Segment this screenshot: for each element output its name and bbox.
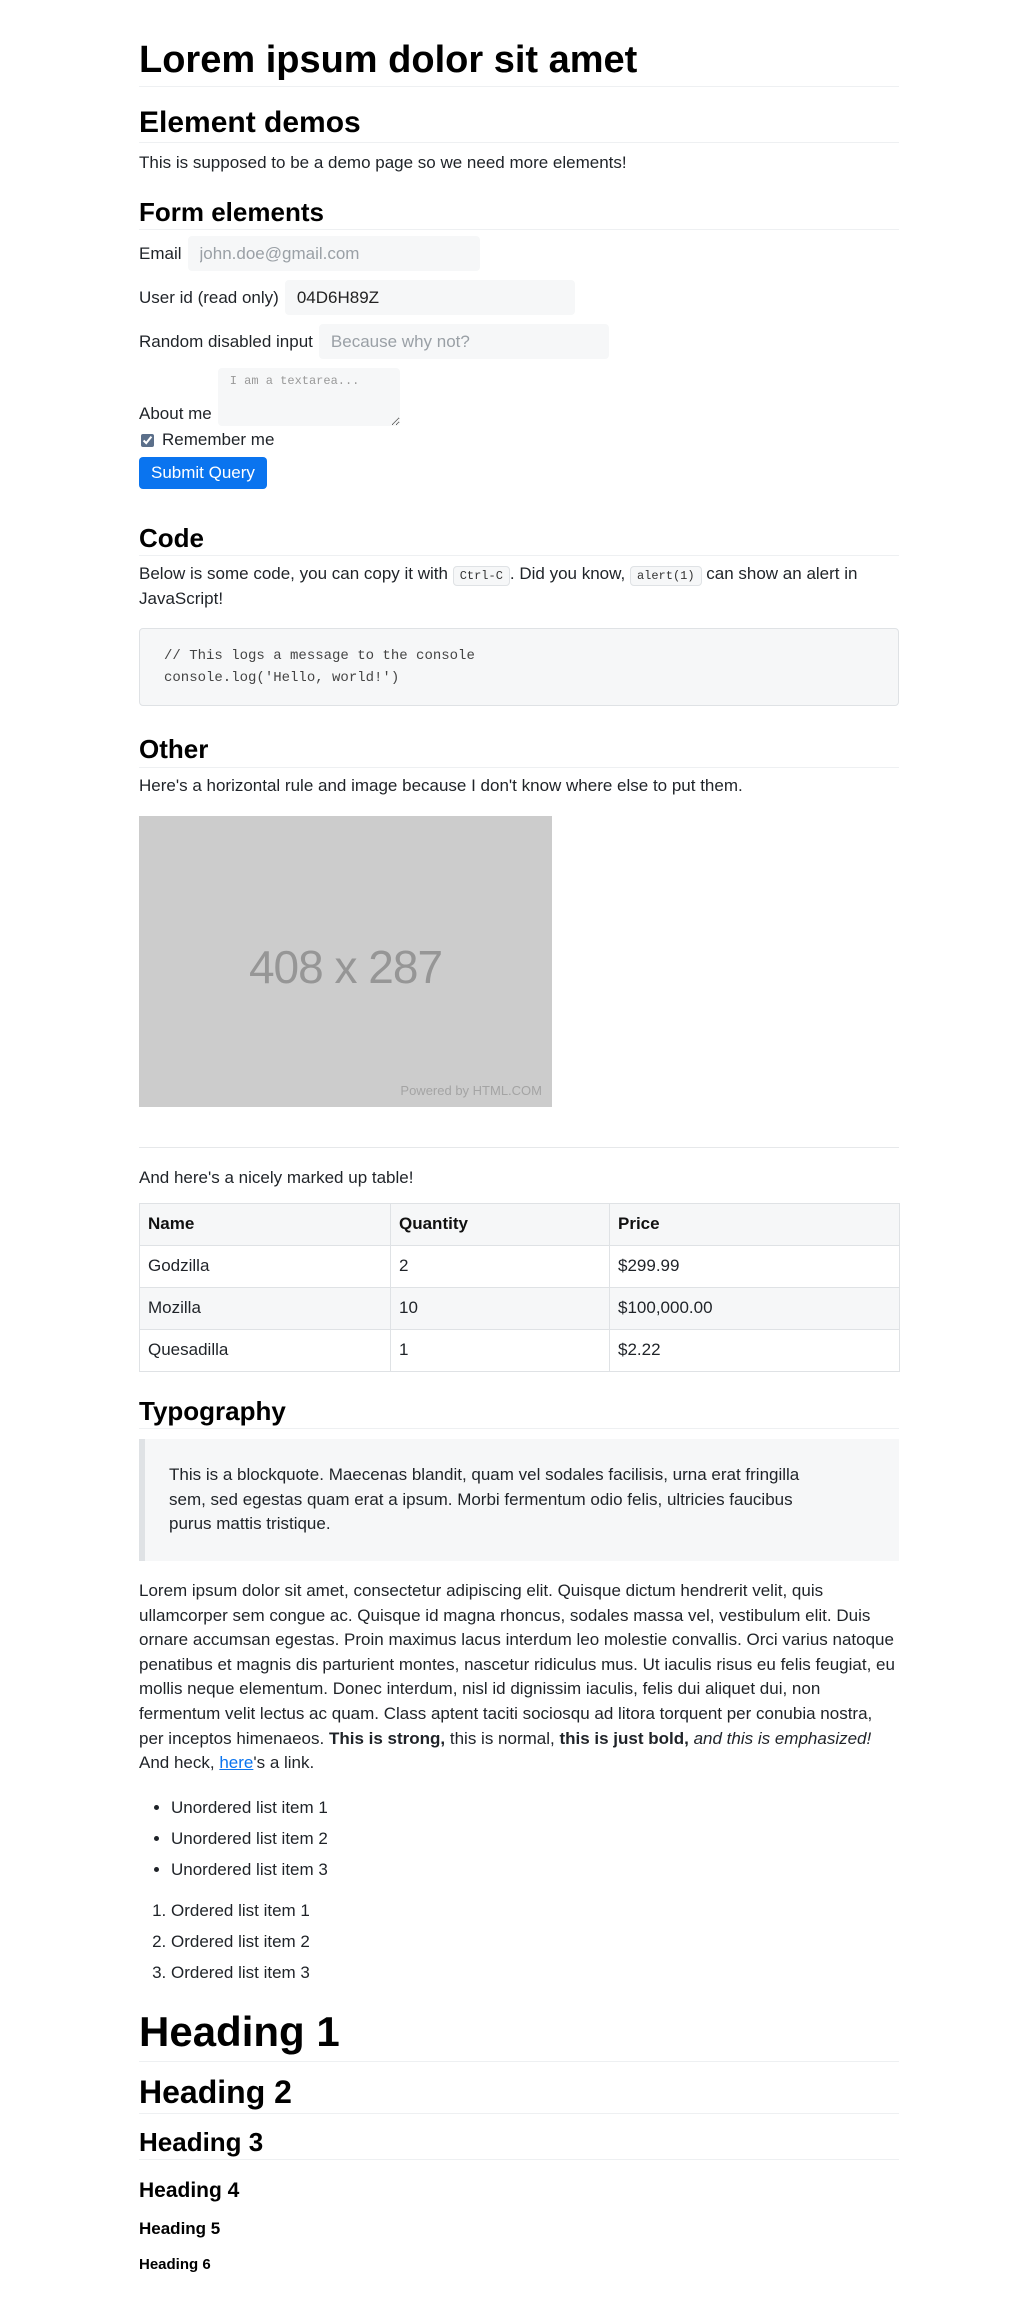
- list-item: • Unordered list item 3: [171, 1854, 899, 1885]
- list-item: • Unordered list item 1: [171, 1792, 899, 1823]
- table-cell: $299.99: [610, 1245, 900, 1287]
- table-header-price: Price: [610, 1203, 900, 1245]
- placeholder-image-dimensions: 408 x 287: [248, 941, 443, 994]
- userid-label: User id (read only): [139, 287, 279, 307]
- about-row: [139, 368, 899, 426]
- email-label: Email: [139, 243, 182, 263]
- other-intro: Here's a horizontal rule and image because I don't know where else to put them.: [139, 775, 743, 795]
- table-cell: 1: [391, 1329, 610, 1371]
- disabled-row: [139, 324, 899, 359]
- list-item: 2. Ordered list item 2: [171, 1926, 899, 1957]
- element-demos-heading: Element demos: [139, 105, 899, 143]
- code-block[interactable]: [139, 628, 899, 707]
- normal-text-3: 's a link.: [253, 1753, 315, 1773]
- table-cell: Quesadilla: [140, 1329, 391, 1371]
- list-item: 3. Ordered list item 3: [171, 1957, 899, 1988]
- ordered-list: [139, 1895, 899, 1988]
- heading-5: Heading 5: [139, 2219, 221, 2239]
- table-intro: And here's a nicely marked up table!: [139, 1168, 414, 1188]
- list-item: • Unordered list item 2: [171, 1823, 899, 1854]
- heading-2: Heading 2: [139, 2072, 899, 2114]
- table-row: [140, 1245, 900, 1287]
- typography-heading: Typography: [139, 1396, 899, 1429]
- demo-form: [139, 236, 899, 489]
- blockquote: This is a blockquote. Maecenas blandit, quam vel sodales facilisis, urna erat fringilla sem, sed egestas quam erat a ipsum. Morbi fermentum odio felis, ultricies faucibus purus mattis tristique.: [139, 1439, 899, 1561]
- element-demos-intro: This is supposed to be a demo page so we need more elements!: [139, 152, 627, 172]
- userid-input[interactable]: [285, 280, 575, 315]
- remember-row: [139, 428, 899, 453]
- lorem-paragraph: [139, 1579, 899, 1776]
- disabled-input[interactable]: [319, 324, 609, 359]
- heading-4: Heading 4: [139, 2179, 240, 2203]
- unordered-list: [139, 1792, 899, 1885]
- table-cell: $100,000.00: [610, 1287, 900, 1329]
- other-heading: Other: [139, 734, 899, 767]
- page: [139, 0, 899, 2314]
- remember-label[interactable]: Remember me: [162, 430, 275, 450]
- table-cell: Mozilla: [140, 1287, 391, 1329]
- userid-row: [139, 280, 899, 315]
- email-input[interactable]: [188, 236, 480, 271]
- horizontal-rule: [139, 1147, 899, 1148]
- table-cell: Godzilla: [140, 1245, 391, 1287]
- table-cell: 2: [391, 1245, 610, 1287]
- table-header-quantity: Quantity: [391, 1203, 610, 1245]
- table-header-row: [140, 1203, 900, 1245]
- strong-text: This is strong,: [328, 1728, 446, 1748]
- table-row: [140, 1287, 900, 1329]
- form-elements-heading: Form elements: [139, 197, 899, 230]
- paragraph-text: Lorem ipsum dolor sit amet, consectetur adipiscing elit. Quisque dictum hendrerit velit, quis ullamcorper sem congue ac. Quisque id magna rhoncus, sodales massa vel, vestibulum elit. Duis ornare accumsan egestas. Proin maximus lacus interdum leo molestie convallis. Orci varius natoque penatibus et magnis dis parturient montes, nascetur ridiculus mus. Ut iaculis risus eu felis feugiat, eu mollis neque elementum. Donec interdum, nisl id dignissim iaculis, felis dui aliquet dui, non fermentum velit lectus ac quam. Class aptent taciti sociosqu ad litora torquent per conubia nostra, per inceptos himenaeos.: [139, 1580, 895, 1748]
- heading-3: Heading 3: [139, 2126, 899, 2161]
- normal-text: this is normal,: [445, 1728, 560, 1748]
- heading-6: Heading 6: [139, 2255, 211, 2273]
- code-line-1: // This logs a message to the console: [164, 647, 475, 664]
- here-link[interactable]: here: [219, 1753, 254, 1773]
- table-header-name: Name: [140, 1203, 391, 1245]
- placeholder-image: [139, 816, 552, 1107]
- products-table: [139, 1203, 900, 1372]
- email-row: [139, 236, 899, 271]
- list-item: 1. Ordered list item 1: [171, 1895, 899, 1926]
- page-title: Lorem ipsum dolor sit amet: [139, 38, 899, 87]
- submit-button[interactable]: Submit Query: [139, 457, 267, 489]
- placeholder-image-credit: Powered by HTML.COM: [400, 1083, 542, 1099]
- normal-text-2: And heck,: [139, 1753, 220, 1773]
- bold-text: this is just bold,: [559, 1728, 689, 1748]
- remember-checkbox[interactable]: [141, 434, 154, 447]
- kbd-alert: alert(1): [630, 566, 702, 586]
- heading-1: Heading 1: [139, 2006, 899, 2062]
- code-heading: Code: [139, 523, 899, 556]
- table-cell: $2.22: [610, 1329, 900, 1371]
- table-cell: 10: [391, 1287, 610, 1329]
- code-intro-text-2: . Did you know,: [509, 564, 630, 584]
- code-intro-text-3: can show an alert in JavaScript!: [139, 564, 858, 608]
- code-line-2: console.log('Hello, world!'): [164, 669, 400, 686]
- table-row: [140, 1329, 900, 1371]
- about-label: About me: [139, 403, 212, 423]
- code-intro: [139, 562, 899, 611]
- emphasized-text: and this is emphasized!: [688, 1728, 872, 1748]
- about-textarea[interactable]: [218, 368, 400, 426]
- disabled-label: Random disabled input: [139, 331, 313, 351]
- kbd-ctrl-c: Ctrl-C: [453, 566, 510, 586]
- code-intro-text-1: Below is some code, you can copy it with: [139, 564, 453, 584]
